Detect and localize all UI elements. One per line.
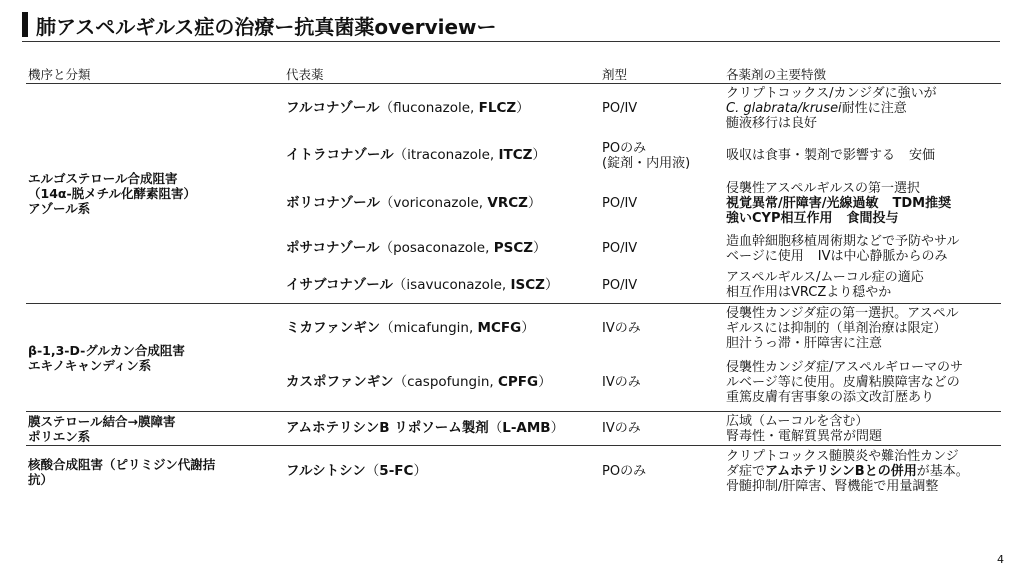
- drug-micafungin: ミカファンギン（micafungin, MCFG）: [284, 304, 600, 354]
- antifungal-table: [26, 64, 1001, 498]
- form-caspofungin: IVのみ: [602, 374, 641, 390]
- form-amphotericin-b: IVのみ: [600, 412, 724, 446]
- table-header-row: [26, 64, 1001, 84]
- features-itraconazole: 吸収は食事・製剤で影響する 安価: [726, 148, 936, 163]
- features-flucytosine: クリプトコックス髄膜炎や難治性カンジ ダ症でアムホテリシンBとの併用が基本。 骨髄抑制/肝障害、腎機能で用量調整: [724, 446, 1001, 498]
- form-micafungin: IVのみ: [600, 304, 724, 354]
- table-row: [26, 446, 1001, 498]
- form-flucytosine: POのみ: [600, 446, 724, 498]
- table-row: [26, 412, 1001, 446]
- mechanism-echinocandin: β-1,3-D-グルカン合成阻害 エキノキャンディン系: [26, 304, 284, 412]
- title-accent-bar: [22, 12, 28, 37]
- mechanism-azole: エルゴステロール合成阻害 （14α-脱メチル化酵素阻害） アゾール系: [28, 171, 197, 216]
- drug-isavuconazole: イサブコナゾール（isavuconazole, ISCZ）: [286, 276, 559, 293]
- features-micafungin: 侵襲性カンジダ症の第一選択。アスペル ギルスには抑制的（単剤治療は限定） 胆汁うっ滞・肝障害に注意: [724, 304, 1001, 354]
- form-itraconazole: POのみ (錠剤・内用液): [602, 140, 691, 171]
- drug-fluconazole: フルコナゾール（fluconazole, FLCZ）: [286, 100, 530, 117]
- features-voriconazole: 侵襲性アスペルギルスの第一選択 視覚異常/肝障害/光線過敏 TDM推奨 強いCYP相互作用 食間投与: [726, 181, 952, 226]
- header-features: 各薬剤の主要特徴: [724, 64, 1001, 84]
- features-caspofungin: 侵襲性カンジダ症/アスペルギローマのサ ルベージ等に使用。皮膚粘膜障害などの 重篤皮膚有害事象の添文改訂歴あり: [726, 359, 964, 405]
- features-posaconazole: 造血幹細胞移植周術期などで予防やサル ベージに使用 IVは中心静脈からのみ: [726, 233, 960, 264]
- features-fluconazole: クリプトコックス/カンジダに強いが C. glabrata/krusei耐性に注意 髄液移行は良好: [726, 86, 937, 132]
- drug-flucytosine: フルシトシン（5-FC）: [284, 446, 600, 498]
- mechanism-pyrimidine: 核酸合成阻害（ピリミジン代謝拮 抗）: [26, 446, 284, 498]
- features-isavuconazole: アスペルギルス/ムーコル症の適応 相互作用はVRCZより穏やか: [726, 270, 924, 301]
- drug-voriconazole: ボリコナゾール（voriconazole, VRCZ）: [286, 195, 542, 211]
- form-isavuconazole: PO/IV: [602, 277, 638, 293]
- header-form: 剤型: [600, 64, 724, 84]
- drug-posaconazole: ポサコナゾール（posaconazole, PSCZ）: [286, 240, 547, 256]
- page-number: 4: [997, 553, 1004, 566]
- table-row: [26, 304, 1001, 354]
- drug-itraconazole: イトラコナゾール（itraconazole, ITCZ）: [286, 147, 546, 163]
- header-mechanism: 機序と分類: [26, 64, 284, 84]
- header-drug: 代表薬: [284, 64, 600, 84]
- features-amphotericin-b: 広域（ムーコルを含む） 腎毒性・電解質異常が問題: [724, 412, 1001, 446]
- slide-title: 肺アスペルギルス症の治療ー抗真菌薬overviewー: [36, 15, 497, 39]
- drug-caspofungin: カスポファンギン（caspofungin, CPFG）: [286, 373, 552, 390]
- form-fluconazole: PO/IV: [602, 101, 638, 117]
- form-posaconazole: PO/IV: [602, 241, 638, 256]
- table-row: [26, 84, 1001, 134]
- form-voriconazole: PO/IV: [602, 196, 638, 211]
- slide-title-bar: [22, 9, 1000, 42]
- drug-amphotericin-b: アムホテリシンB リポソーム製剤（L-AMB）: [284, 412, 600, 446]
- mechanism-polyene: 膜ステロール結合→膜障害 ポリエン系: [26, 412, 284, 446]
